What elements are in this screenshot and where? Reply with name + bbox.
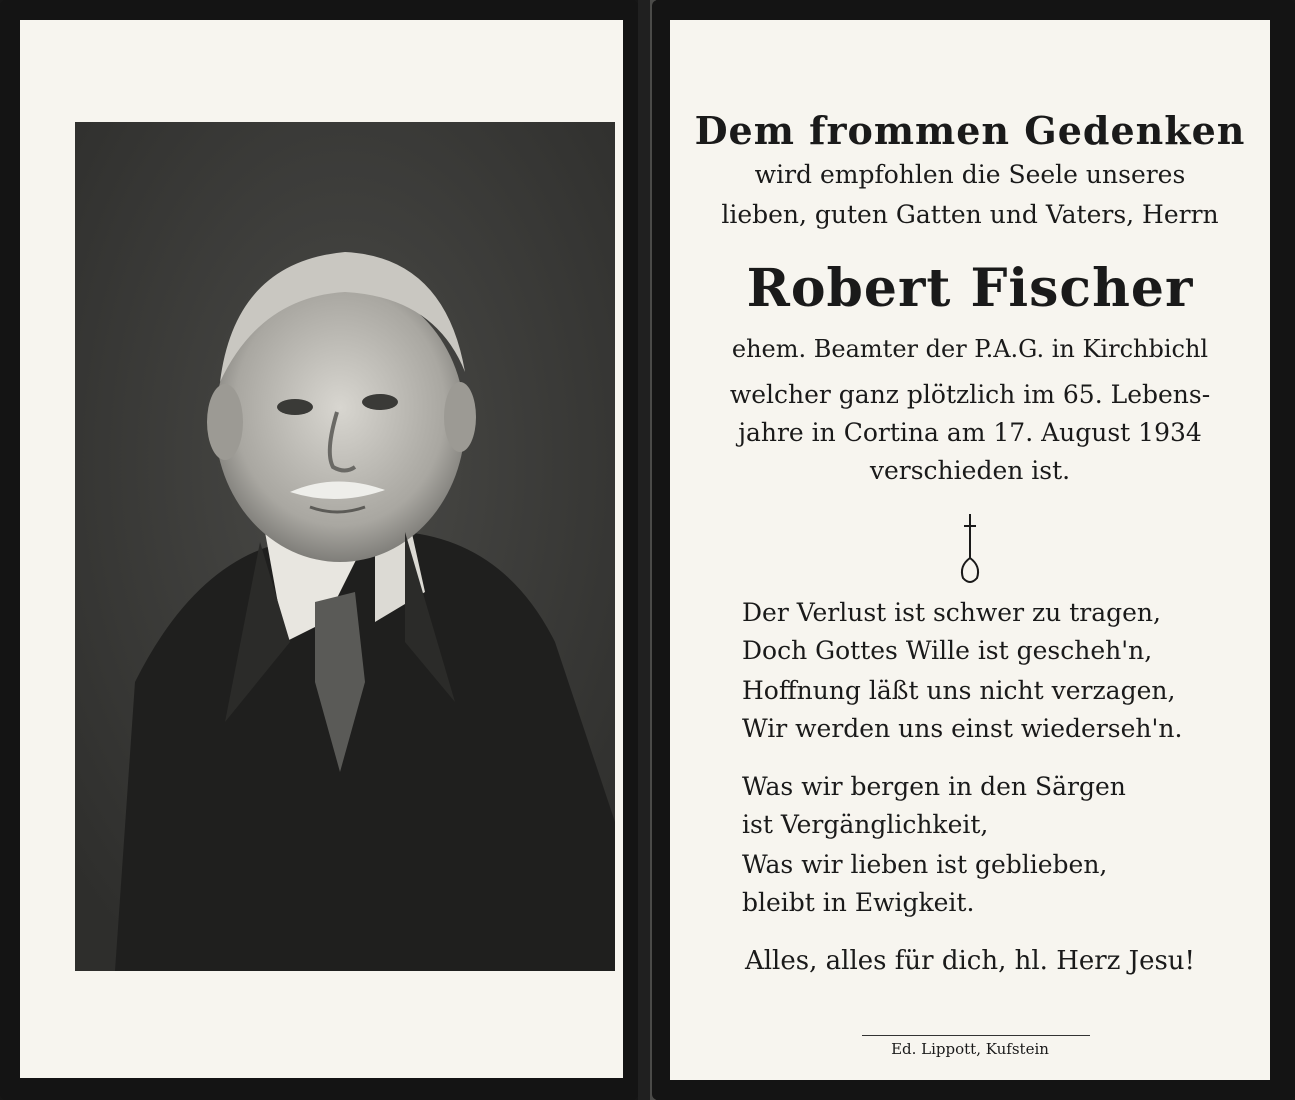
cross-icon (955, 508, 985, 588)
occupation: ehem. Beamter der P.A.G. in Kirchbichl (731, 335, 1209, 363)
memorial-text (670, 20, 1270, 1080)
closing-line: Alles, alles für dich, hl. Herz Jesu! (744, 946, 1196, 976)
portrait-image (75, 122, 615, 971)
verse-line: Was wir lieben ist geblieben, (742, 850, 1108, 879)
left-panel-paper (20, 20, 623, 1078)
heading: Dem frommen Gedenken (694, 108, 1246, 153)
right-panel (652, 0, 1295, 1100)
intro-line-1: wird empfohlen die Seele unseres (754, 160, 1186, 189)
left-panel (0, 0, 638, 1100)
verse-line: Wir werden uns einst wiederseh'n. (742, 714, 1183, 743)
right-panel-paper (670, 20, 1270, 1080)
death-line-3: verschieden ist. (869, 456, 1071, 485)
verse-line: Der Verlust ist schwer zu tragen, (742, 598, 1161, 627)
verse-line: bleibt in Ewigkeit. (742, 888, 975, 917)
verse-line: ist Vergänglichkeit, (742, 810, 989, 839)
death-line-1: welcher ganz plötzlich im 65. Lebens- (729, 380, 1211, 409)
deceased-name: Robert Fischer (746, 258, 1194, 319)
verse-line: Was wir bergen in den Särgen (742, 772, 1126, 801)
intro-line-2: lieben, guten Gatten und Vaters, Herrn (721, 200, 1219, 229)
verse-line: Doch Gottes Wille ist gescheh'n, (742, 636, 1153, 665)
printer-credit: Ed. Lippott, Kufstein (891, 1040, 1049, 1058)
printer-rule (862, 1035, 1090, 1036)
death-line-2: jahre in Cortina am 17. August 1934 (738, 418, 1202, 447)
verse-line: Hoffnung läßt uns nicht verzagen, (742, 676, 1176, 705)
portrait-photo (75, 122, 615, 971)
